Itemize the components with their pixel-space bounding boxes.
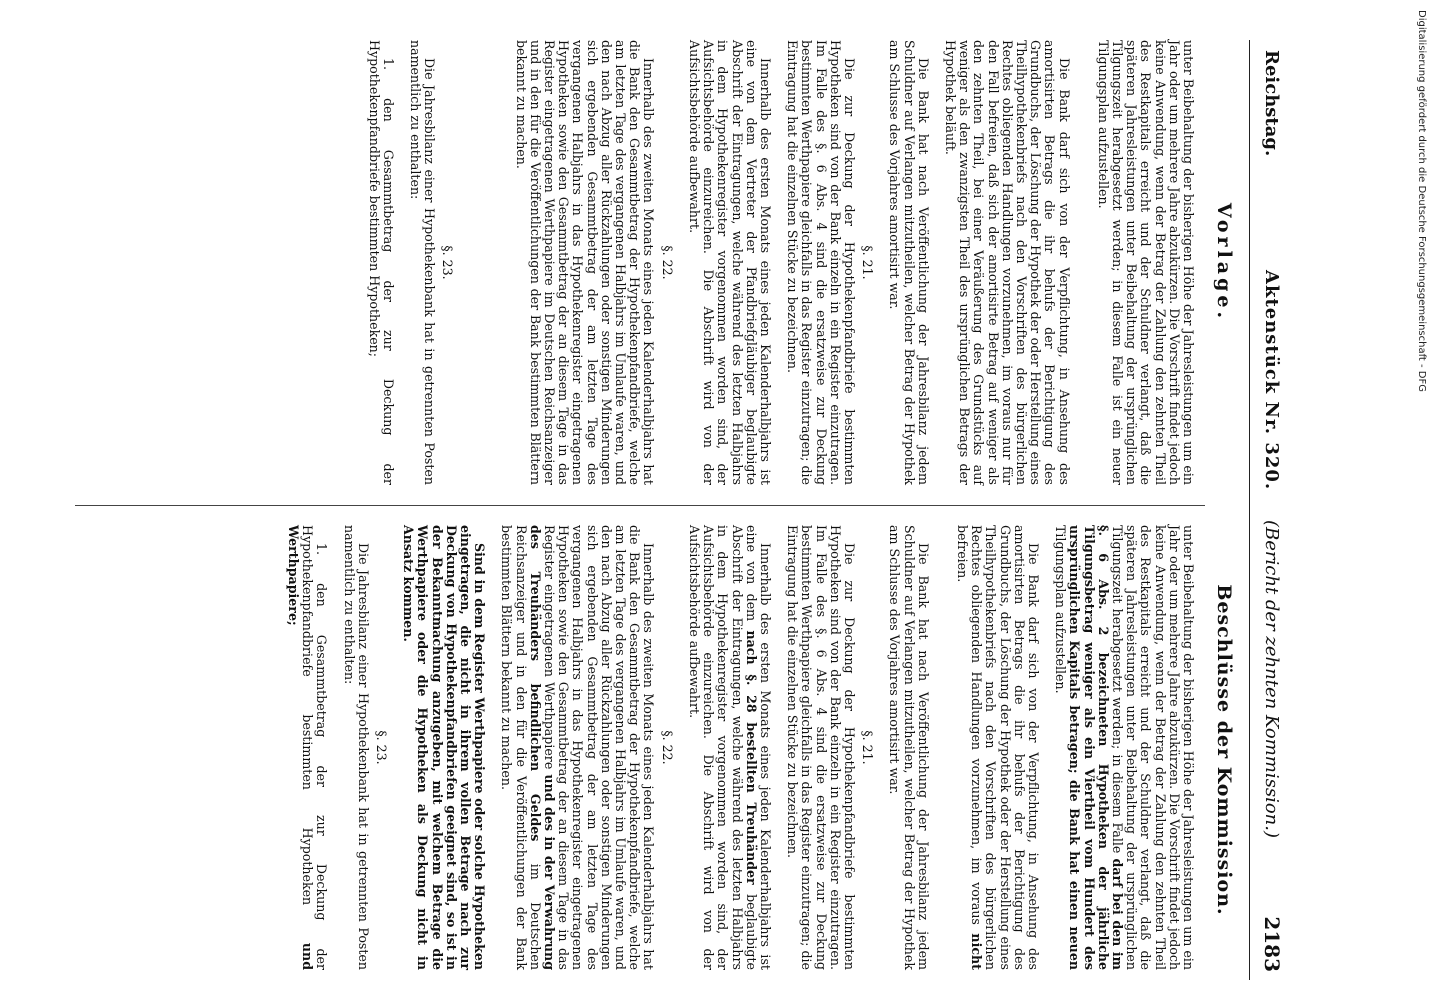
dfg-side-note: Digitalisierung gefördert durch die Deutsche Forschungsgemeinschaft - DFG bbox=[1416, 10, 1427, 393]
right-paragraph-5-treuhaender: nach §. 28 bestellten Treuhänder bbox=[743, 630, 759, 885]
right-paragraph-4: Die zur Deckung der Hypothekenpfandbriefe bestimmten Hypotheken sind von der Bank einzeln in ein Register einzutragen. Im Falle des §. 6 Abs. 4 sind die ersatzweise zur Deckung bestimmten Werthpapiere gleichfalls in das Register einzutragen; die Eintragung hat die einzelnen Stücke zu bezeichnen. bbox=[785, 525, 857, 970]
left-paragraph-4: Die zur Deckung der Hypothekenpfandbriefe bestimmten Hypotheken sind von der Bank einzeln in ein Register einzutragen. Im Falle des §. 6 Abs. 4 sind die ersatzweise zur Deckung bestimmten Werthpapiere gleichfalls in das Register einzutragen; die Eintragung hat die einzelnen Stücke zu bezeichnen. bbox=[785, 40, 857, 485]
right-paragraph-6: Innerhalb des zweiten Monats eines jeden Kalenderhalbjahrs hat die Bank den Gesammtbetrag der Hypothekenpfandbriefe, welche am letzten Tage des vergangenen Halbjahrs im Umlaufe waren, und den nach Abzug aller Rückzahlungen oder sonstigen Minderungen sich ergebenden Gesammtbetrag der am letzten Tage des vergangenen Halbjahrs in das Hypothekenregister eingetragenen Hypotheken sowie den Gesammtbetrag der an diesem Tage in das Register eingetragenen Werthpapiere und des in der Verwahrung des Treuhänders befindlichen Geldes im Deutschen Reichsanzeiger und in den für die Veröffentlichungen der Bank bestimmten Blättern bekannt zu machen. bbox=[499, 525, 657, 971]
header-bericht: (Bericht der zehnten Kommission.) bbox=[1261, 520, 1282, 839]
left-paragraph-7: Die Jahresbilanz einer Hypothekenbank hat in getrennten Posten namentlich zu enthalten: bbox=[408, 40, 438, 485]
page-header bbox=[1249, 40, 1290, 980]
right-column bbox=[273, 525, 1195, 970]
right-paragraph-6-addition: Sind in dem Register Werthpapiere oder solche Hypotheken eingetragen, die nicht in ihrem vollen Betrage nach zur Deckung von Hypothekenpfandbriefen geeignet sind, so ist in der Bekanntmachung anzugeben, mit welchem Betrage die Werthpapiere oder die Hypotheken als Deckung nicht in Ansatz kommen. bbox=[401, 525, 488, 970]
header-aktenstueck: Aktenstück Nr. 320. bbox=[1261, 270, 1282, 491]
right-item-1-amendment: und Werthpapiere; bbox=[286, 525, 316, 970]
left-item-1: 1. den Gesammtbetrag der zur Deckung der Hypothekenpfandbriefe bestimmten Hypotheken; bbox=[366, 40, 396, 485]
left-section-22: §. 22. bbox=[659, 245, 675, 280]
left-paragraph-3: Die Bank hat nach Veröffentlichung der Jahresbilanz jedem Schuldner auf Verlangen mitzutheilen, welcher Betrag der Hypothek am Schlusse des Vorjahres amortisirt war. bbox=[887, 40, 931, 485]
right-section-22: §. 22. bbox=[659, 730, 675, 765]
right-section-21: §. 21. bbox=[860, 730, 876, 765]
left-section-21: §. 21. bbox=[860, 245, 876, 280]
left-paragraph-6: Innerhalb des zweiten Monats eines jeden Kalenderhalbjahrs hat die Bank den Gesammtbetrag der Hypothekenpfandbriefe, welche am letzten Tage des vergangenen Halbjahrs im Umlaufe waren, und den nach Abzug aller Rückzahlungen oder sonstigen Minderungen sich ergebenden Gesammtbetrag der am letzten Tage des vergangenen Halbjahrs in das Hypothekenregister eingetragenen Hypotheken sowie den Gesammtbetrag der an diesem Tage in das Register eingetragenen Werthpapiere im Deutschen Reichsanzeiger und in den für die Veröffentlichungen der Bank bestimmten Blättern bekannt zu machen. bbox=[513, 40, 657, 485]
right-paragraph-7: Die Jahresbilanz einer Hypothekenbank hat in getrennten Posten namentlich zu enthalten: bbox=[341, 525, 371, 970]
document-page bbox=[40, 40, 1290, 980]
right-paragraph-1-amendment: darf bei den im §. 6 Abs. 2 bezeichneten Hypotheken der jährliche Tilgungsbetrag weniger als ein Viertheil vom Hundert des ursprünglichen Kapitals betragen; die Bank hat einen neuen bbox=[1067, 525, 1125, 970]
left-section-23: §. 23. bbox=[440, 245, 456, 280]
right-paragraph-5: Innerhalb des ersten Monats eines jeden Kalenderhalbjahrs ist eine von dem nach §. 28 bestellten Treuhänder beglaubigte Abschrift der Eintragungen, welche während des letzten Halbjahrs in dem Hypothekenregister vorgenommen worden sind, der Aufsichtsbehörde einzureichen. Die Abschrift wird von der Aufsichtsbehörde aufbewahrt. bbox=[686, 525, 773, 970]
right-paragraph-1: unter Beibehaltung der bisherigen Höhe der Jahresleistungen um ein Jahr oder um mehrere Jahre abzukürzen. Die Vorschrift findet jedoch keine Anwendung, wenn der Betrag der Zahlung den zehnten Theil des Restkapitals erreicht und der Schuldner verlangt, daß die späteren Jahresleistungen unter Beibehaltung der ursprünglichen Tilgungszeit herabgesetzt werden; in diesem Falle darf bei den im §. 6 Abs. 2 bezeichneten Hypotheken der jährliche Tilgungsbetrag weniger als ein Viertheil vom Hundert des ursprünglichen Kapitals betragen; die Bank hat einen neuen Tilgungsplan aufzustellen. bbox=[1053, 525, 1196, 970]
right-paragraph-6-amendment: und des in der Verwahrung des Treuhänders befindlichen Geldes bbox=[527, 525, 558, 971]
column-divider bbox=[75, 505, 1205, 506]
page-number: 2183 bbox=[1260, 916, 1284, 972]
right-section-23: §. 23. bbox=[374, 730, 390, 765]
left-paragraph-2: Die Bank darf sich von der Verpflichtung, in Ansehung des amortisirten Betrags die ihr behufs der Berichtigung des Grundbuchs, der Löschung der Hypothek der oder Herstellung eines Theilhypothekenbriefs nach den Vorschriften des bürgerlichen Rechtes obliegenden Handlungen vorzunehmen, im voraus nur für den Fall befreien, daß sich der amortisirte Betrag auf weniger als den zehnten Theil, bei einer Veräußerung des Grundstücks auf weniger als den zwanzigsten Theil des ursprünglichen Betrags der Hypothek beläuft. bbox=[942, 40, 1072, 485]
left-column bbox=[353, 40, 1195, 485]
right-paragraph-2: Die Bank darf sich von der Verpflichtung, in Ansehung des amortisirten Betrags die ihr behufs der Berichtigung des Grundbuchs, der Löschung der Hypothek oder der Herstellung eines Theilhypothekenbriefs nach den Vorschriften des bürgerlichen Rechtes obliegenden Handlungen vorzunehmen, im voraus nicht befreien. bbox=[954, 525, 1041, 970]
right-column-heading: Beschlüsse der Kommission. bbox=[1213, 584, 1235, 916]
left-paragraph-5: Innerhalb des ersten Monats eines jeden Kalenderhalbjahrs ist eine von dem Vertreter der Pfandbriefgläubiger beglaubigte Abschrift der Eintragungen, welche während des letzten Halbjahrs in dem Hypothekenregister vorgenommen worden sind, der Aufsichtsbehörde einzureichen. Die Abschrift wird von der Aufsichtsbehörde aufbewahrt. bbox=[686, 40, 773, 485]
left-column-heading: Vorlage. bbox=[1213, 202, 1235, 323]
right-paragraph-2-nicht: nicht bbox=[969, 933, 985, 970]
right-item-1: 1. den Gesammtbetrag der zur Deckung der Hypothekenpfandbriefe bestimmten Hypotheken und Werthpapiere; bbox=[286, 525, 330, 970]
left-paragraph-1: unter Beibehaltung der bisherigen Höhe der Jahresleistungen um ein Jahr oder um mehrere Jahre abzukürzen. Die Vorschrift findet jedoch keine Anwendung, wenn der Betrag der Zahlung den zehnten Theil des Restkapitals erreicht und der Schuldner verlangt, daß die späteren Jahresleistungen unter Beibehaltung der ursprünglichen Tilgungszeit herabgesetzt werden; in diesem Falle ist ein neuer Tilgungsplan aufzustellen. bbox=[1095, 40, 1196, 485]
right-paragraph-3: Die Bank hat nach Veröffentlichung der Jahresbilanz jedem Schuldner auf Verlangen mitzutheilen, welcher Betrag der Hypothek am Schlusse des Vorjahres amortisirt war. bbox=[887, 525, 931, 970]
header-reichstag: Reichstag. bbox=[1261, 50, 1282, 157]
